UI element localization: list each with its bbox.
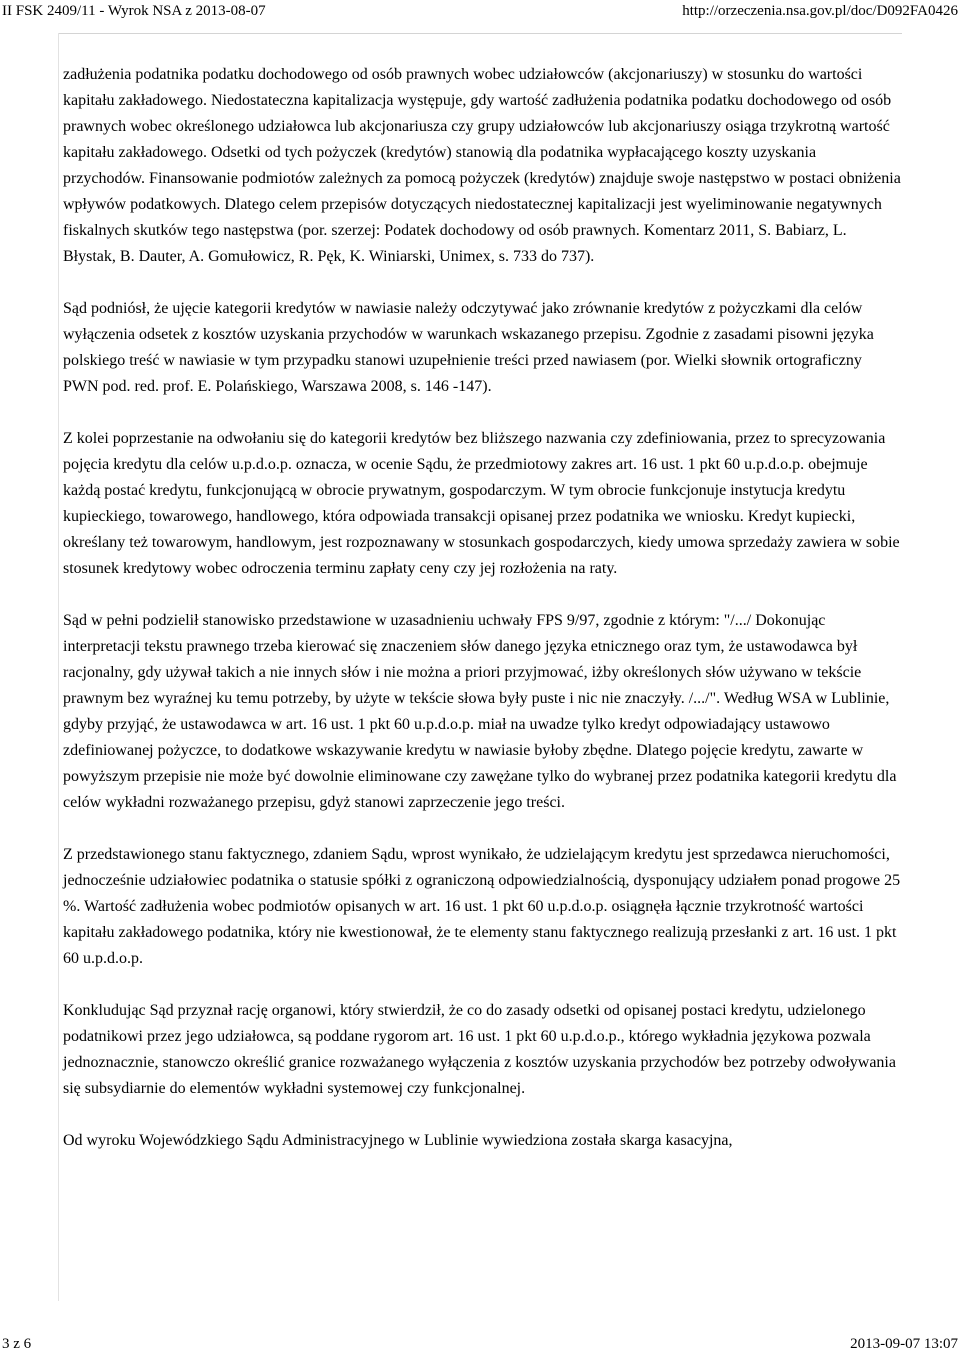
page-number: 3 z 6 (2, 1336, 32, 1352)
paragraph-2: Sąd podniósł, że ujęcie kategorii kredytów w nawiasie należy odczytywać jako zrównanie kredytów z pożyczkami dla celów wyłączenia odsetek z kosztów uzyskania przychodów w warunkach wskazanego przepisu. Zgodnie z zasadami pisowni języka polskiego treść w nawiasie w tym przypadku stanowi uzupełnienie treści przed nawiasem (por. Wielki słownik ortograficzny PWN pod. red. prof. E. Polańskiego, Warszawa 2008, s. 146 -147). (63, 300, 874, 395)
paragraph-6: Konkludując Sąd przyznał rację organowi, który stwierdził, że co do zasady odsetki od opisanej postaci kredytu, udzielonego podatnikowi przez jego udziałowca, są poddane rygorom art. 16 ust. 1 pkt 60 u.p.d.o.p., którego wykładnia językowa pozwala jednoznacznie, stanowczo określić granice rozważanego wyłączenia z kosztów uzyskania przychodów bez potrzeby odwoływania się subsydiarnie do elementów wykładni systemowej czy funkcjonalnej. (63, 1002, 896, 1097)
paragraph-5: Z przedstawionego stanu faktycznego, zdaniem Sądu, wprost wynikało, że udzielającym kredytu jest sprzedawca nieruchomości, jednocześnie udziałowiec podatnika o statusie spółki z ograniczoną odpowiedzialnością, dysponujący udziałem ponad progowe 25 %. Wartość zadłużenia wobec podmiotów opisanych w art. 16 ust. 1 pkt 60 u.p.d.o.p. osiągnęła łącznie trzykrotność wartości kapitału zakładowego podatnika, który nie kwestionował, że te elementy stanu faktycznego realizują przesłanki z art. 16 ust. 1 pkt 60 u.p.d.o.p. (63, 846, 901, 967)
document-title: II FSK 2409/11 - Wyrok NSA z 2013-08-07 (2, 3, 266, 19)
paragraph-4: Sąd w pełni podzielił stanowisko przedstawione w uzasadnieniu uchwały FPS 9/97, zgodnie z którym: "/.../ Dokonując interpretacji tekstu prawnego trzeba kierować się znaczeniem słów danego języka etnicznego oraz tym, że ustawodawca był racjonalny, gdy używał takich a nie innych słów i nie można a priori przyjmować, iżby określonych słów używano w tekście prawnym bez wyraźnej ku temu potrzeby, by użyte w tekście słowa były puste i nic nie znaczyły. /.../". Według WSA w Lublinie, gdyby przyjąć, że ustawodawca w art. 16 ust. 1 pkt 60 u.p.d.o.p. miał na uwadze tylko kredyt odpowiadający ustawowo zdefiniowanej pożyczce, to dodatkowe wskazywanie kredytu w nawiasie byłoby zbędne. Dlatego pojęcie kredytu, zawarte w powyższym przepisie nie może być dowolnie eliminowane czy zawężane tylko do wybranej przez podatnika kategorii kredytu dla celów wykładni rozważanego przepisu, gdyż stanowi zaprzeczenie jego treści. (63, 612, 897, 811)
document-body (63, 62, 901, 1154)
header-divider (58, 33, 902, 34)
paragraph-3: Z kolei poprzestanie na odwołaniu się do kategorii kredytów bez bliższego nazwania czy zdefiniowania, przez to sprecyzowania pojęcia kredytu dla celów u.p.d.o.p. oznacza, w ocenie Sądu, że przedmiotowy zakres art. 16 ust. 1 pkt 60 u.p.d.o.p. obejmuje każdą postać kredytu, funkcjonującą w obrocie prywatnym, gospodarczym. W tym obrocie funkcjonuje instytucja kredytu kupieckiego, towarowego, handlowego, która odpowiada transakcji opisanej przez podatnika we wniosku. Kredyt kupiecki, określany też towarowym, handlowym, jest rozpoznawany w stosunkach gospodarczych, kiedy umowa sprzedaży zawiera w sobie stosunek kredytowy wobec odroczenia terminu zapłaty ceny czy jej rozłożenia na raty. (63, 430, 900, 577)
paragraph-7: Od wyroku Wojewódzkiego Sądu Administracyjnego w Lublinie wywiedziona została skarga kasacyjna, (63, 1132, 733, 1149)
content-left-border (58, 33, 59, 1301)
print-timestamp: 2013-09-07 13:07 (850, 1336, 958, 1352)
document-url[interactable]: http://orzeczenia.nsa.gov.pl/doc/D092FA0426 (682, 3, 958, 19)
paragraph-1: zadłużenia podatnika podatku dochodowego od osób prawnych wobec udziałowców (akcjonariuszy) w stosunku do wartości kapitału zakładowego. Niedostateczna kapitalizacja występuje, gdy wartość zadłużenia podatnika podatku dochodowego od osób prawnych wobec określonego udziałowca lub akcjonariusza czy grupy udziałowców lub akcjonariuszy osiąga trzykrotną wartość kapitału zakładowego. Odsetki od tych pożyczek (kredytów) stanowią dla podatnika wypłacającego koszty uzyskania przychodów. Finansowanie podmiotów zależnych za pomocą pożyczek (kredytów) znajduje swoje następstwo w postaci obniżenia wpływów podatkowych. Dlatego celem przepisów dotyczących niedostatecznej kapitalizacji jest wyeliminowanie negatywnych fiskalnych skutków tego następstwa (por. szerzej: Podatek dochodowy od osób prawnych. Komentarz 2011, S. Babiarz, L. Błystak, B. Dauter, A. Gomułowicz, R. Pęk, K. Winiarski, Unimex, s. 733 do 737). (63, 66, 901, 265)
